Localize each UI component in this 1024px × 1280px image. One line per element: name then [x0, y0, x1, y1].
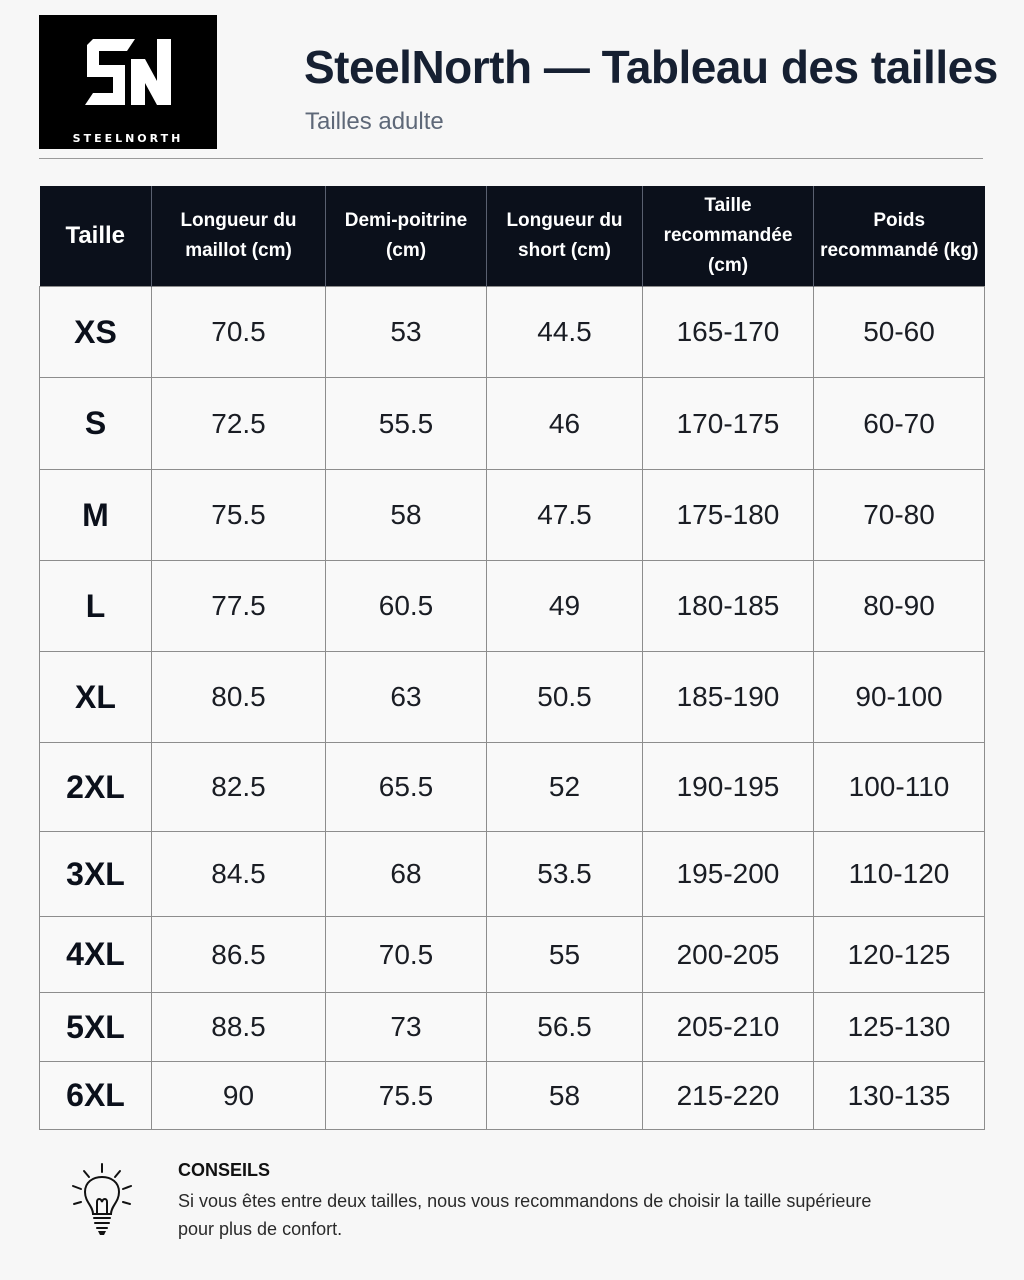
table-cell: 200-205: [643, 917, 814, 993]
table-row: [40, 832, 985, 917]
table-cell: 205-210: [643, 993, 814, 1062]
table-row: [40, 287, 985, 378]
table-cell: 47.5: [487, 470, 643, 561]
table-cell: 190-195: [643, 743, 814, 832]
size-label-cell: M: [40, 470, 152, 561]
brand-wordmark: STEELNORTH: [72, 132, 184, 145]
table-cell: 65.5: [326, 743, 487, 832]
lightbulb-icon: [70, 1162, 134, 1238]
size-label-cell: 2XL: [40, 743, 152, 832]
column-header: Taille: [40, 186, 152, 287]
table-row: [40, 917, 985, 993]
size-label-cell: 6XL: [40, 1062, 152, 1130]
page-title: SteelNorth — Tableau des tailles: [304, 41, 998, 93]
table-cell: 60-70: [814, 378, 985, 470]
table-cell: 55.5: [326, 378, 487, 470]
size-label-cell: XS: [40, 287, 152, 378]
brand-logo: [39, 15, 217, 149]
table-cell: 80-90: [814, 561, 985, 652]
table-cell: 170-175: [643, 378, 814, 470]
table-cell: 80.5: [152, 652, 326, 743]
sn-monogram-icon: [83, 37, 173, 107]
table-row: [40, 378, 985, 470]
table-cell: 75.5: [152, 470, 326, 561]
table-cell: 68: [326, 832, 487, 917]
table-cell: 175-180: [643, 470, 814, 561]
table-row: [40, 470, 985, 561]
table-cell: 165-170: [643, 287, 814, 378]
table-cell: 77.5: [152, 561, 326, 652]
table-cell: 70.5: [326, 917, 487, 993]
column-header: Longueur du short (cm): [487, 186, 643, 287]
table-cell: 56.5: [487, 993, 643, 1062]
table-cell: 46: [487, 378, 643, 470]
tips-heading: CONSEILS: [178, 1160, 271, 1180]
size-label-cell: XL: [40, 652, 152, 743]
table-cell: 180-185: [643, 561, 814, 652]
table-cell: 49: [487, 561, 643, 652]
table-cell: 86.5: [152, 917, 326, 993]
table-cell: 195-200: [643, 832, 814, 917]
table-row: [40, 1062, 985, 1130]
table-cell: 120-125: [814, 917, 985, 993]
table-cell: 70-80: [814, 470, 985, 561]
table-cell: 55: [487, 917, 643, 993]
table-cell: 53.5: [487, 832, 643, 917]
table-cell: 53: [326, 287, 487, 378]
column-header: Poids recommandé (kg): [814, 186, 985, 287]
table-cell: 125-130: [814, 993, 985, 1062]
table-cell: 82.5: [152, 743, 326, 832]
size-label-cell: L: [40, 561, 152, 652]
size-label-cell: 5XL: [40, 993, 152, 1062]
table-cell: 70.5: [152, 287, 326, 378]
table-body: [40, 287, 985, 1130]
table-row: [40, 652, 985, 743]
table-cell: 110-120: [814, 832, 985, 917]
column-header: Taille recommandée (cm): [643, 186, 814, 287]
column-header: Demi-poitrine (cm): [326, 186, 487, 287]
table-cell: 63: [326, 652, 487, 743]
page-subtitle: Tailles adulte: [305, 108, 444, 135]
tips-text: Si vous êtes entre deux tailles, nous vous recommandons de choisir la taille supérieure pour plus de confort.: [178, 1191, 872, 1239]
table-cell: 58: [487, 1062, 643, 1130]
table-cell: 88.5: [152, 993, 326, 1062]
header-divider: [39, 158, 983, 159]
table-header-row: [40, 186, 985, 287]
table-cell: 84.5: [152, 832, 326, 917]
table-cell: 50.5: [487, 652, 643, 743]
column-header: Longueur du maillot (cm): [152, 186, 326, 287]
size-label-cell: S: [40, 378, 152, 470]
size-label-cell: 4XL: [40, 917, 152, 993]
table-row: [40, 993, 985, 1062]
table-cell: 52: [487, 743, 643, 832]
table-row: [40, 743, 985, 832]
table-cell: 185-190: [643, 652, 814, 743]
table-cell: 72.5: [152, 378, 326, 470]
table-cell: 50-60: [814, 287, 985, 378]
table-cell: 73: [326, 993, 487, 1062]
table-cell: 58: [326, 470, 487, 561]
size-label-cell: 3XL: [40, 832, 152, 917]
table-row: [40, 561, 985, 652]
size-chart-table: [39, 186, 985, 1130]
table-cell: 100-110: [814, 743, 985, 832]
table-cell: 75.5: [326, 1062, 487, 1130]
table-cell: 130-135: [814, 1062, 985, 1130]
table-cell: 60.5: [326, 561, 487, 652]
table-cell: 90: [152, 1062, 326, 1130]
table-cell: 44.5: [487, 287, 643, 378]
table-cell: 90-100: [814, 652, 985, 743]
table-cell: 215-220: [643, 1062, 814, 1130]
